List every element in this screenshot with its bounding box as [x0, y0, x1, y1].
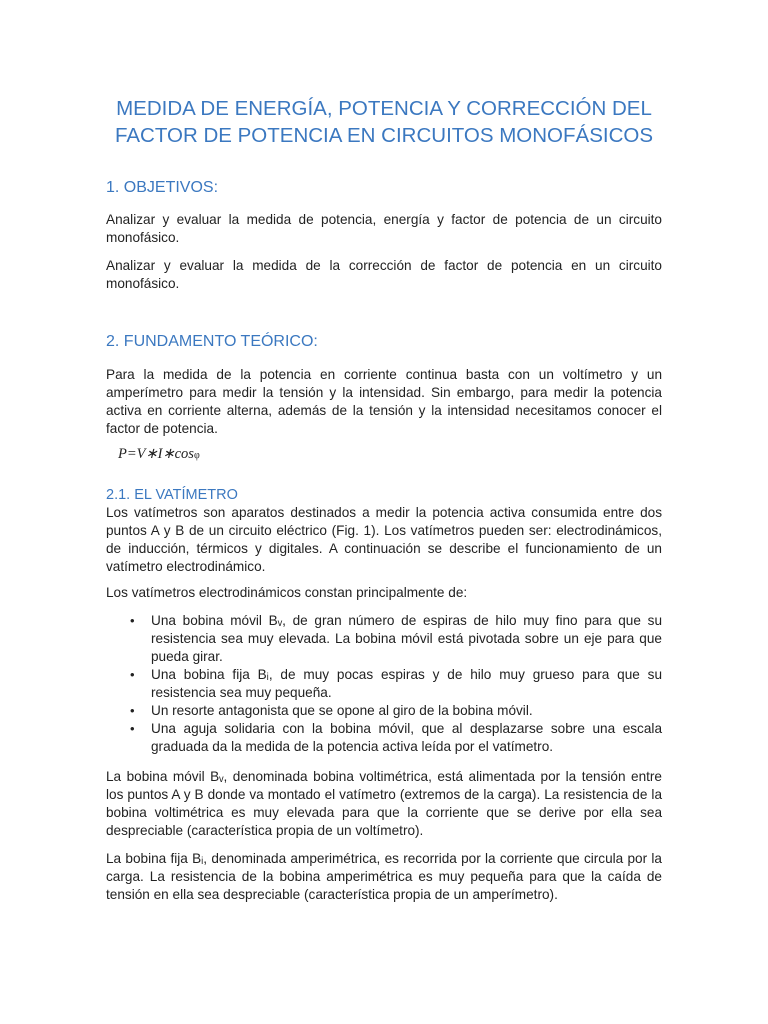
title-line-2: FACTOR DE POTENCIA EN CIRCUITOS MONOFÁSICOS: [114, 124, 653, 147]
formula-potencia: [118, 446, 200, 463]
list-item: [106, 612, 662, 666]
list-item-text: Una aguja solidaria con la bobina móvil, que al desplazarse sobre una escala graduada da la medida de la potencia activa leída por el vatímetro.: [151, 721, 662, 754]
paragraph-objetivo-2: Analizar y evaluar la medida de la corrección de factor de potencia en un circuito monofásico.: [106, 258, 662, 291]
list-item: [106, 702, 662, 720]
bullet-icon: •: [130, 703, 135, 718]
list-item: [106, 666, 662, 702]
list-item-text: Una bobina móvil Bᵥ, de gran número de espiras de hilo muy fino para que su resistencia sea muy elevada. La bobina móvil está pivotada sobre un eje para que pueda girar.: [151, 613, 662, 664]
bullet-icon: •: [130, 613, 135, 628]
paragraph-vatimetro-intro: Los vatímetros son aparatos destinados a medir la potencia activa consumida entre dos puntos A y B de un circuito eléctrico (Fig. 1). Los vatímetros pueden ser: electrodinámicos, de inducción, térmicos y digitales. A continuación se describe el funcionamiento de un vatímetro electrodinámico.: [106, 505, 662, 574]
formula-main: P=V∗I∗cos: [118, 446, 194, 462]
list-item: [106, 720, 662, 756]
document-title: [100, 95, 668, 149]
heading-objetivos: 1. OBJETIVOS:: [106, 179, 219, 196]
list-item-text: Una bobina fija Bᵢ, de muy pocas espiras y de hilo muy grueso para que su resistencia sea muy pequeña.: [151, 667, 662, 700]
paragraph-objetivo-1: Analizar y evaluar la medida de potencia, energía y factor de potencia de un circuito monofásico.: [106, 212, 662, 245]
bullet-icon: •: [130, 667, 135, 682]
title-line-1: MEDIDA DE ENERGÍA, POTENCIA Y CORRECCIÓN DEL: [116, 97, 652, 120]
bullet-icon: •: [130, 721, 135, 736]
heading-fundamento-teorico: 2. FUNDAMENTO TEÓRICO:: [106, 333, 318, 350]
heading-vatimetro: 2.1. EL VATÍMETRO: [106, 487, 238, 503]
formula-phi: φ: [193, 450, 200, 461]
paragraph-vatimetro-constan: Los vatímetros electrodinámicos constan principalmente de:: [106, 585, 468, 600]
paragraph-bobina-fija: La bobina fija Bᵢ, denominada amperimétrica, es recorrida por la corriente que circula por la carga. La resistencia de la bobina amperimétrica es muy pequeña para que la caída de tensión en ella sea despreciable (característica propia de un amperímetro).: [106, 851, 662, 902]
paragraph-fundamento: Para la medida de la potencia en corriente continua basta con un voltímetro y un amperímetro para medir la tensión y la intensidad. Sin embargo, para medir la potencia activa en corriente alterna, además de la tensión y la intensidad necesitamos conocer el factor de potencia.: [106, 367, 662, 436]
list-item-text: Un resorte antagonista que se opone al giro de la bobina móvil.: [151, 703, 533, 718]
bullet-list-componentes: [106, 612, 662, 756]
paragraph-bobina-movil: La bobina móvil Bᵥ, denominada bobina voltimétrica, está alimentada por la tensión entre los puntos A y B donde va montado el vatímetro (extremos de la carga). La resistencia de la bobina voltimétrica es muy elevada para que la corriente que se derive por ella sea despreciable (característica propia de un voltímetro).: [106, 769, 662, 838]
